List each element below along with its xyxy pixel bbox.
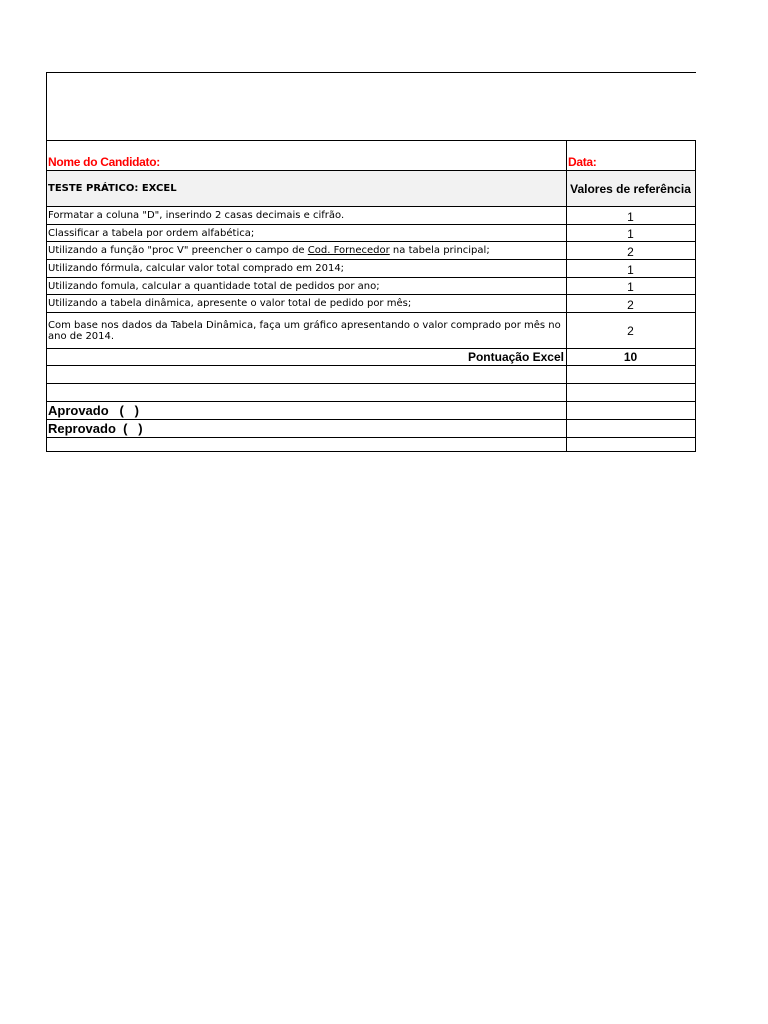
task-value[interactable]: 1 [567,207,696,225]
task-value[interactable]: 2 [567,295,696,313]
task-value[interactable]: 2 [567,313,696,349]
task-text: Classificar a tabela por ordem alfabética; [48,227,255,239]
task-value[interactable]: 2 [567,242,696,260]
rejected-row [47,420,696,438]
blank-row [47,384,696,402]
approved-option[interactable]: Aprovado ( ) [47,402,567,420]
candidate-row [47,141,696,171]
task-value[interactable]: 1 [567,225,696,242]
table-row [47,278,696,295]
score-label[interactable]: Pontuação Excel [47,349,567,366]
task-description[interactable] [47,260,567,278]
task-description[interactable] [47,278,567,295]
approved-value-cell[interactable] [567,402,696,420]
blank-row [47,366,696,384]
task-text: Formatar a coluna "D", inserindo 2 casas decimais e cifrão. [48,210,345,221]
score-row [47,349,696,366]
task-text: Utilizando fomula, calcular a quantidade total de pedidos por ano; [48,280,380,292]
task-description[interactable] [47,242,567,260]
approved-row [47,402,696,420]
header-banner-row [47,73,696,141]
blank-cell[interactable] [47,438,567,452]
table-row [47,260,696,278]
task-description[interactable] [47,207,567,225]
blank-cell[interactable] [567,384,696,402]
task-text: Com base nos dados da Tabela Dinâmica, faça um gráfico apresentando o valor comprado por mês no ano de 2014. [48,319,561,342]
task-value[interactable]: 1 [567,278,696,295]
task-text: Utilizando a tabela dinâmica, apresente o valor total de pedido por mês; [48,298,412,309]
reference-values-header[interactable]: Valores de referência [567,171,696,207]
table-row [47,207,696,225]
blank-cell[interactable] [47,384,567,402]
task-description[interactable] [47,295,567,313]
cod-fornecedor-text: Cod. Fornecedor [307,245,390,256]
candidate-label[interactable]: Nome do Candidato: [47,141,567,171]
test-title[interactable]: TESTE PRÁTICO: EXCEL [47,171,567,207]
table-row [47,295,696,313]
rejected-option[interactable]: Reprovado ( ) [47,420,567,438]
blank-cell[interactable] [567,438,696,452]
task-text: Utilizando a função "proc V" preencher o campo de [48,245,308,256]
table-header-row [47,171,696,207]
rejected-value-cell[interactable] [567,420,696,438]
date-label[interactable]: Data: [567,141,696,171]
table-row [47,225,696,242]
task-description[interactable] [47,313,567,349]
task-text: Utilizando fórmula, calcular valor total comprado em 2014; [48,263,345,274]
table-row [47,313,696,349]
task-description[interactable] [47,225,567,242]
evaluation-sheet [46,72,696,452]
blank-row [47,438,696,452]
blank-cell[interactable] [47,366,567,384]
score-value[interactable]: 10 [567,349,696,366]
task-value[interactable]: 1 [567,260,696,278]
header-banner-cell[interactable] [47,73,696,141]
task-text-end: na tabela principal; [389,245,490,256]
blank-cell[interactable] [567,366,696,384]
table-row [47,242,696,260]
